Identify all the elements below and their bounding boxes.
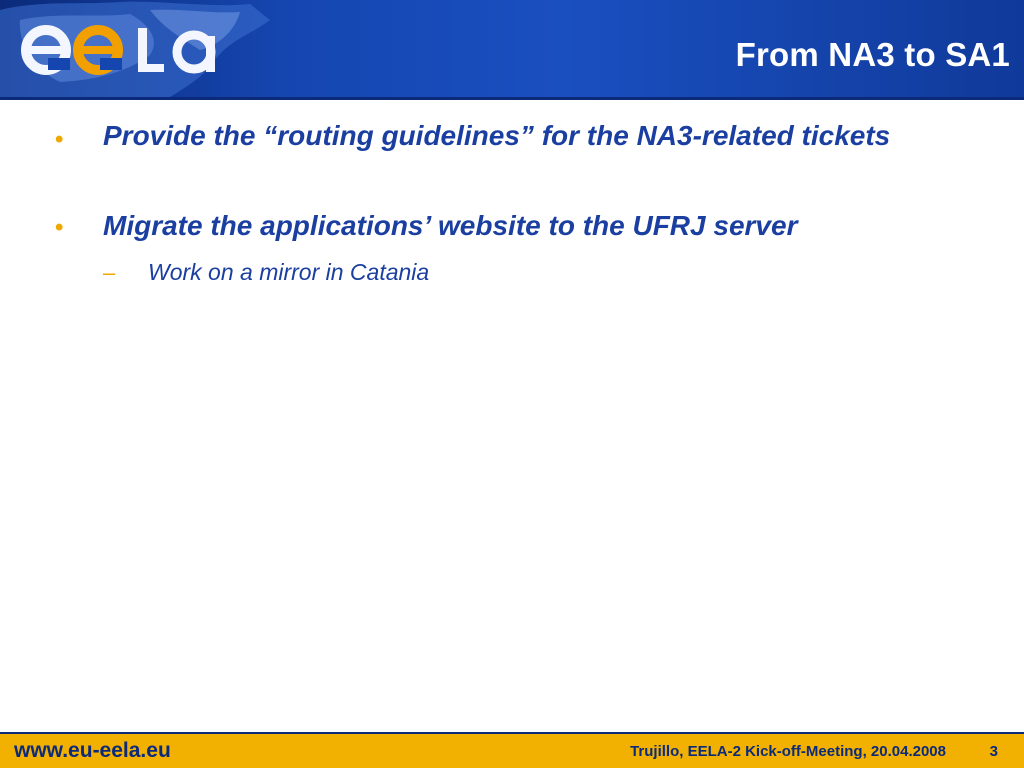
bullet-marker: • — [55, 214, 64, 241]
slide-title: From NA3 to SA1 — [735, 36, 1010, 73]
bullet-item: Migrate the applications’ website to the UFRJ server — [103, 210, 798, 241]
footer-meeting-info: Trujillo, EELA-2 Kick-off-Meeting, 20.04.2008 — [630, 743, 946, 760]
bullet-marker: • — [55, 126, 64, 153]
header-banner — [0, 0, 1024, 97]
bullet-item: Provide the “routing guidelines” for the NA3-related tickets — [103, 120, 891, 151]
header-divider — [0, 97, 1024, 100]
page-number: 3 — [989, 743, 998, 760]
eela-logo — [18, 14, 248, 86]
sub-bullet-marker: – — [103, 260, 116, 285]
footer-bar — [0, 734, 1024, 768]
sub-bullet-item: Work on a mirror in Catania — [148, 259, 430, 285]
footer-website-link[interactable]: www.eu-eela.eu — [14, 739, 171, 762]
